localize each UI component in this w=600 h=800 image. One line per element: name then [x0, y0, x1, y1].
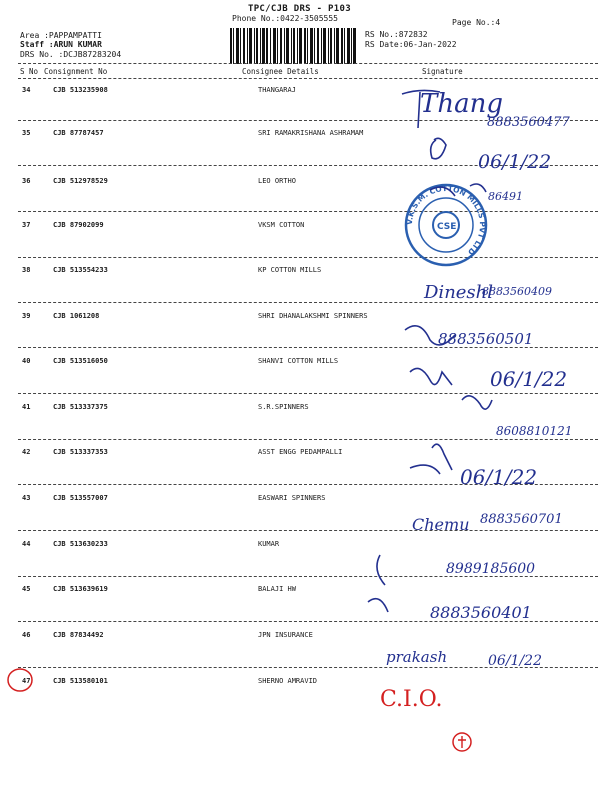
row-consignment: CJB 513516050: [53, 357, 108, 365]
col-consignment: Consignment No: [44, 67, 108, 76]
row-consignment: CJB 513337375: [53, 403, 108, 411]
row-consignee: ASST ENGG PEDAMPALLI: [258, 448, 343, 456]
phone-number: Phone No.:0422-3505555: [232, 14, 338, 23]
row-consignment: CJB 512978529: [53, 177, 108, 185]
row-consignee: SRI RAMAKRISHANA ASHRAMAM: [258, 129, 364, 137]
row-consignment: CJB 513235908: [53, 86, 108, 94]
row-sno: 45: [22, 585, 31, 593]
sig-cio: C.I.O.: [380, 687, 443, 712]
row-consignee: S.R.SPINNERS: [258, 403, 309, 411]
stamp-center-text: CSE: [437, 222, 457, 232]
row-sno: 36: [22, 177, 31, 185]
row-sno: 35: [22, 129, 31, 137]
sig-kumar-phone: 8989185600: [446, 561, 536, 577]
stamp-ring-text: V.K.S.M. COTTON MILLS PVT LTD: [404, 183, 488, 257]
row-sno: 34: [22, 86, 31, 94]
row-consignment: CJB 87834492: [53, 631, 104, 639]
row-consignment: CJB 513554233: [53, 266, 108, 274]
row-consignee: BALAJI HW: [258, 585, 296, 593]
row-consignment: CJB 87787457: [53, 129, 104, 137]
row-consignee: SHRI DHANALAKSHMI SPINNERS: [258, 312, 368, 320]
col-consignee: Consignee Details: [242, 67, 319, 76]
row-sno: 43: [22, 494, 31, 502]
row-sno: 47: [22, 677, 31, 685]
drs-number: DRS No. :DCJB87283204: [20, 50, 122, 59]
row-consignment: CJB 513639619: [53, 585, 108, 593]
sig-leo-phone: 86491: [488, 190, 523, 203]
sig-thangaraj-name: Thang: [420, 89, 503, 119]
row-consignee: SHANVI COTTON MILLS: [258, 357, 339, 365]
row-consignee: VKSM COTTON: [258, 221, 305, 229]
row-consignee: KUMAR: [258, 540, 280, 548]
rs-date: RS Date:06-Jan-2022: [365, 40, 457, 49]
sig-date-46: 06/1/22: [488, 653, 542, 669]
sig-easwari-name: Chemu: [412, 515, 470, 534]
row-consignee: KP COTTON MILLS: [258, 266, 322, 274]
page-number: Page No.:4: [452, 18, 501, 27]
rs-number: RS No.:872832: [365, 30, 428, 39]
row-consignee: THANGARAJ: [258, 86, 296, 94]
row-consignment: CJB 513580101: [53, 677, 108, 685]
area-label: Area :PAPPAMPATTI: [20, 31, 102, 40]
row-sno: 39: [22, 312, 31, 320]
row-sno: 38: [22, 266, 31, 274]
sig-balaji-phone: 8883560401: [430, 603, 532, 622]
row-sno: 40: [22, 357, 31, 365]
row-sno: 44: [22, 540, 31, 548]
sig-date-35: 06/1/22: [478, 151, 552, 173]
sig-date-40: 06/1/22: [490, 367, 568, 391]
col-sno: S No: [20, 67, 39, 76]
row-consignee: SHERNO AMRAVID: [258, 677, 318, 685]
row-consignment: CJB 513630233: [53, 540, 108, 548]
row-consignment: CJB 87902099: [53, 221, 104, 229]
col-signature: Signature: [422, 67, 463, 76]
row-consignee: LEO ORTHO: [258, 177, 296, 185]
sig-prakash: prakash: [386, 648, 448, 666]
row-consignee: EASWARI SPINNERS: [258, 494, 326, 502]
row-sno: 42: [22, 448, 31, 456]
row-consignment: CJB 513557007: [53, 494, 108, 502]
red-ink-marks: [8, 669, 471, 751]
row-consignment: CJB 513337353: [53, 448, 108, 456]
sig-easwari-phone: 8883560701: [480, 512, 563, 527]
row-consignment: CJB 1061208: [53, 312, 100, 320]
report-title: TPC/CJB DRS - P103: [248, 4, 351, 14]
row-sno: 41: [22, 403, 31, 411]
sig-kp-phone: 8883560409: [482, 285, 552, 298]
sig-kp-name: Dineshl: [424, 282, 494, 303]
sig-thangaraj-phone: 8883560477: [487, 115, 570, 130]
sig-date-42: 06/1/22: [460, 465, 538, 489]
row-sno: 37: [22, 221, 31, 229]
row-consignee: JPN INSURANCE: [258, 631, 313, 639]
company-stamp: [405, 184, 487, 265]
sig-dhana-phone: 8883560501: [438, 330, 534, 348]
sig-sr-phone: 8608810121: [496, 424, 573, 438]
staff-label: Staff :ARUN KUMAR: [20, 40, 102, 49]
row-sno: 46: [22, 631, 31, 639]
